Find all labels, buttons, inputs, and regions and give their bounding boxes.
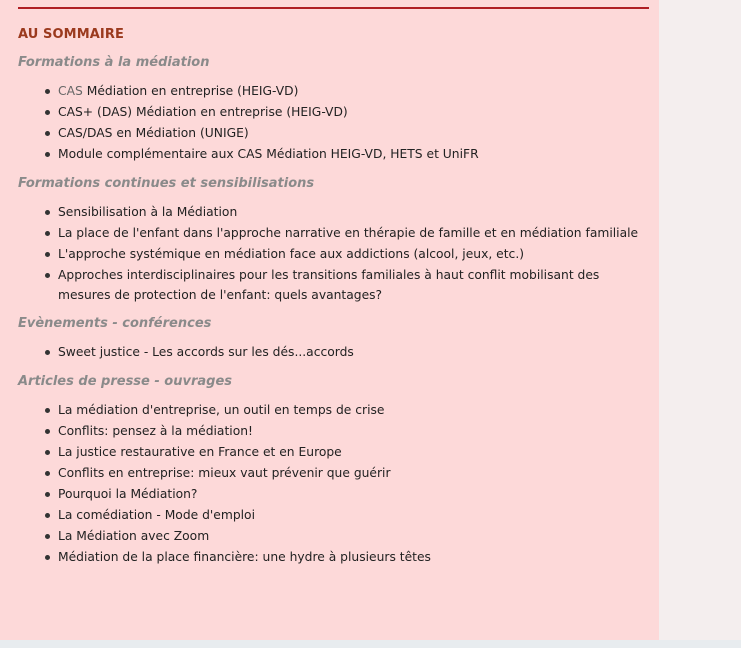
- section-title-articles: Articles de presse - ouvrages: [18, 374, 233, 389]
- list-item[interactable]: Conflits en entreprise: mieux vaut prévenir que guérir: [58, 463, 648, 484]
- list-item[interactable]: La Médiation avec Zoom: [58, 526, 648, 547]
- list-item[interactable]: Sweet justice - Les accords sur les dés...accords: [58, 342, 648, 363]
- list-item[interactable]: CAS+ (DAS) Médiation en entreprise (HEIG-VD): [58, 102, 648, 123]
- top-divider: [18, 7, 649, 9]
- list-item[interactable]: Approches interdisciplinaires pour les transitions familiales à haut conflit mobilisant des mesures de protection de l'enfant: quels avantages?: [58, 265, 648, 305]
- list-item[interactable]: [58, 81, 648, 102]
- list-formations-continues: [18, 202, 648, 305]
- bottom-bar: [0, 640, 741, 648]
- section-title-evenements: Evènements - conférences: [18, 316, 212, 331]
- link-prefix[interactable]: CAS: [58, 84, 83, 98]
- summary-content: [18, 26, 648, 578]
- list-evenements: [18, 342, 648, 363]
- list-articles: [18, 400, 648, 568]
- list-item[interactable]: La justice restaurative en France et en Europe: [58, 442, 648, 463]
- link-text[interactable]: Médiation en entreprise (HEIG-VD): [82, 84, 299, 98]
- list-item[interactable]: La place de l'enfant dans l'approche narrative en thérapie de famille et en médiation familiale: [58, 223, 648, 244]
- summary-heading: AU SOMMAIRE: [18, 27, 124, 42]
- list-item[interactable]: CAS/DAS en Médiation (UNIGE): [58, 123, 648, 144]
- section-title-formations-continues: Formations continues et sensibilisations: [18, 176, 315, 191]
- list-item[interactable]: La comédiation - Mode d'emploi: [58, 505, 648, 526]
- list-item[interactable]: Médiation de la place financière: une hydre à plusieurs têtes: [58, 547, 648, 568]
- section-title-formations: Formations à la médiation: [18, 55, 210, 70]
- list-item[interactable]: Module complémentaire aux CAS Médiation HEIG-VD, HETS et UniFR: [58, 144, 648, 165]
- list-item[interactable]: La médiation d'entreprise, un outil en temps de crise: [58, 400, 648, 421]
- list-item[interactable]: Pourquoi la Médiation?: [58, 484, 648, 505]
- list-item[interactable]: Conflits: pensez à la médiation!: [58, 421, 648, 442]
- right-sidebar: [659, 0, 741, 640]
- list-item[interactable]: Sensibilisation à la Médiation: [58, 202, 648, 223]
- list-formations: [18, 81, 648, 165]
- list-item[interactable]: L'approche systémique en médiation face aux addictions (alcool, jeux, etc.): [58, 244, 648, 265]
